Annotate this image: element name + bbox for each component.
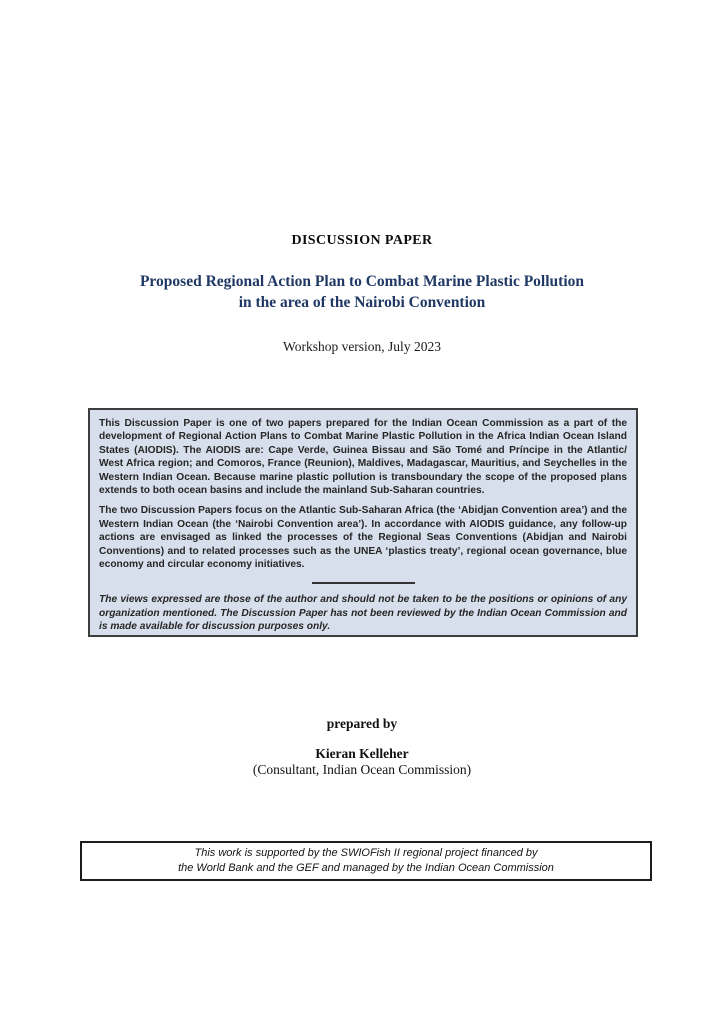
abstract-paragraph-1: This Discussion Paper is one of two papers prepared for the Indian Ocean Commission as a part of the development of Regional Action Plans to Combat Marine Plastic Pollution in the Africa Indian Ocean Island States (AIODIS). The AIODIS are: Cape Verde, Guinea Bissau and São Tomé and Príncipe in the Atlantic/ West Africa region; and Comoros, France (Reunion), Maldives, Madagascar, Mauritius, and Seychelles in the Western Indian Ocean. Because marine plastic pollution is transboundary the scope of the proposed plans extends to both ocean basins and include the mainland Sub-Saharan countries.: [99, 418, 627, 497]
main-title-line1: Proposed Regional Action Plan to Combat Marine Plastic Pollution: [139, 273, 585, 290]
prepared-by-label: prepared by: [326, 716, 398, 731]
footer-line2: the World Bank and the GEF and managed by the Indian Ocean Commission: [178, 861, 554, 874]
separator-rule: [312, 582, 415, 584]
author-role: (Consultant, Indian Ocean Commission): [252, 762, 472, 777]
doc-type-heading: DISCUSSION PAPER: [291, 233, 433, 248]
disclaimer-paragraph: The views expressed are those of the author and should not be taken to be the positions or opinions of any organization mentioned. The Discussion Paper has not been reviewed by the Indian Ocean Commission and is made available for discussion purposes only.: [99, 594, 627, 633]
abstract-paragraph-2: The two Discussion Papers focus on the Atlantic Sub-Saharan Africa (the ‘Abidjan Convention area’) and the Western Indian Ocean (the ‘Nairobi Convention area’). In accordance with AIODIS guidance, any follow-up actions are envisaged as linked the processes of the Regional Seas Conventions (Abidjan and Nairobi Conventions) and to related processes such as the UNEA ‘plastics treaty’, regional ocean governance, blue economy and circular economy initiatives.: [99, 505, 627, 571]
main-title: [0, 271, 724, 313]
author-name: Kieran Kelleher: [315, 746, 409, 761]
version-line: Workshop version, July 2023: [283, 339, 441, 354]
footer-acknowledgement-box: [80, 841, 652, 881]
main-title-line2: in the area of the Nairobi Convention: [238, 294, 486, 311]
footer-line1: This work is supported by the SWIOFish II regional project financed by: [194, 847, 538, 859]
abstract-box: [88, 408, 638, 637]
